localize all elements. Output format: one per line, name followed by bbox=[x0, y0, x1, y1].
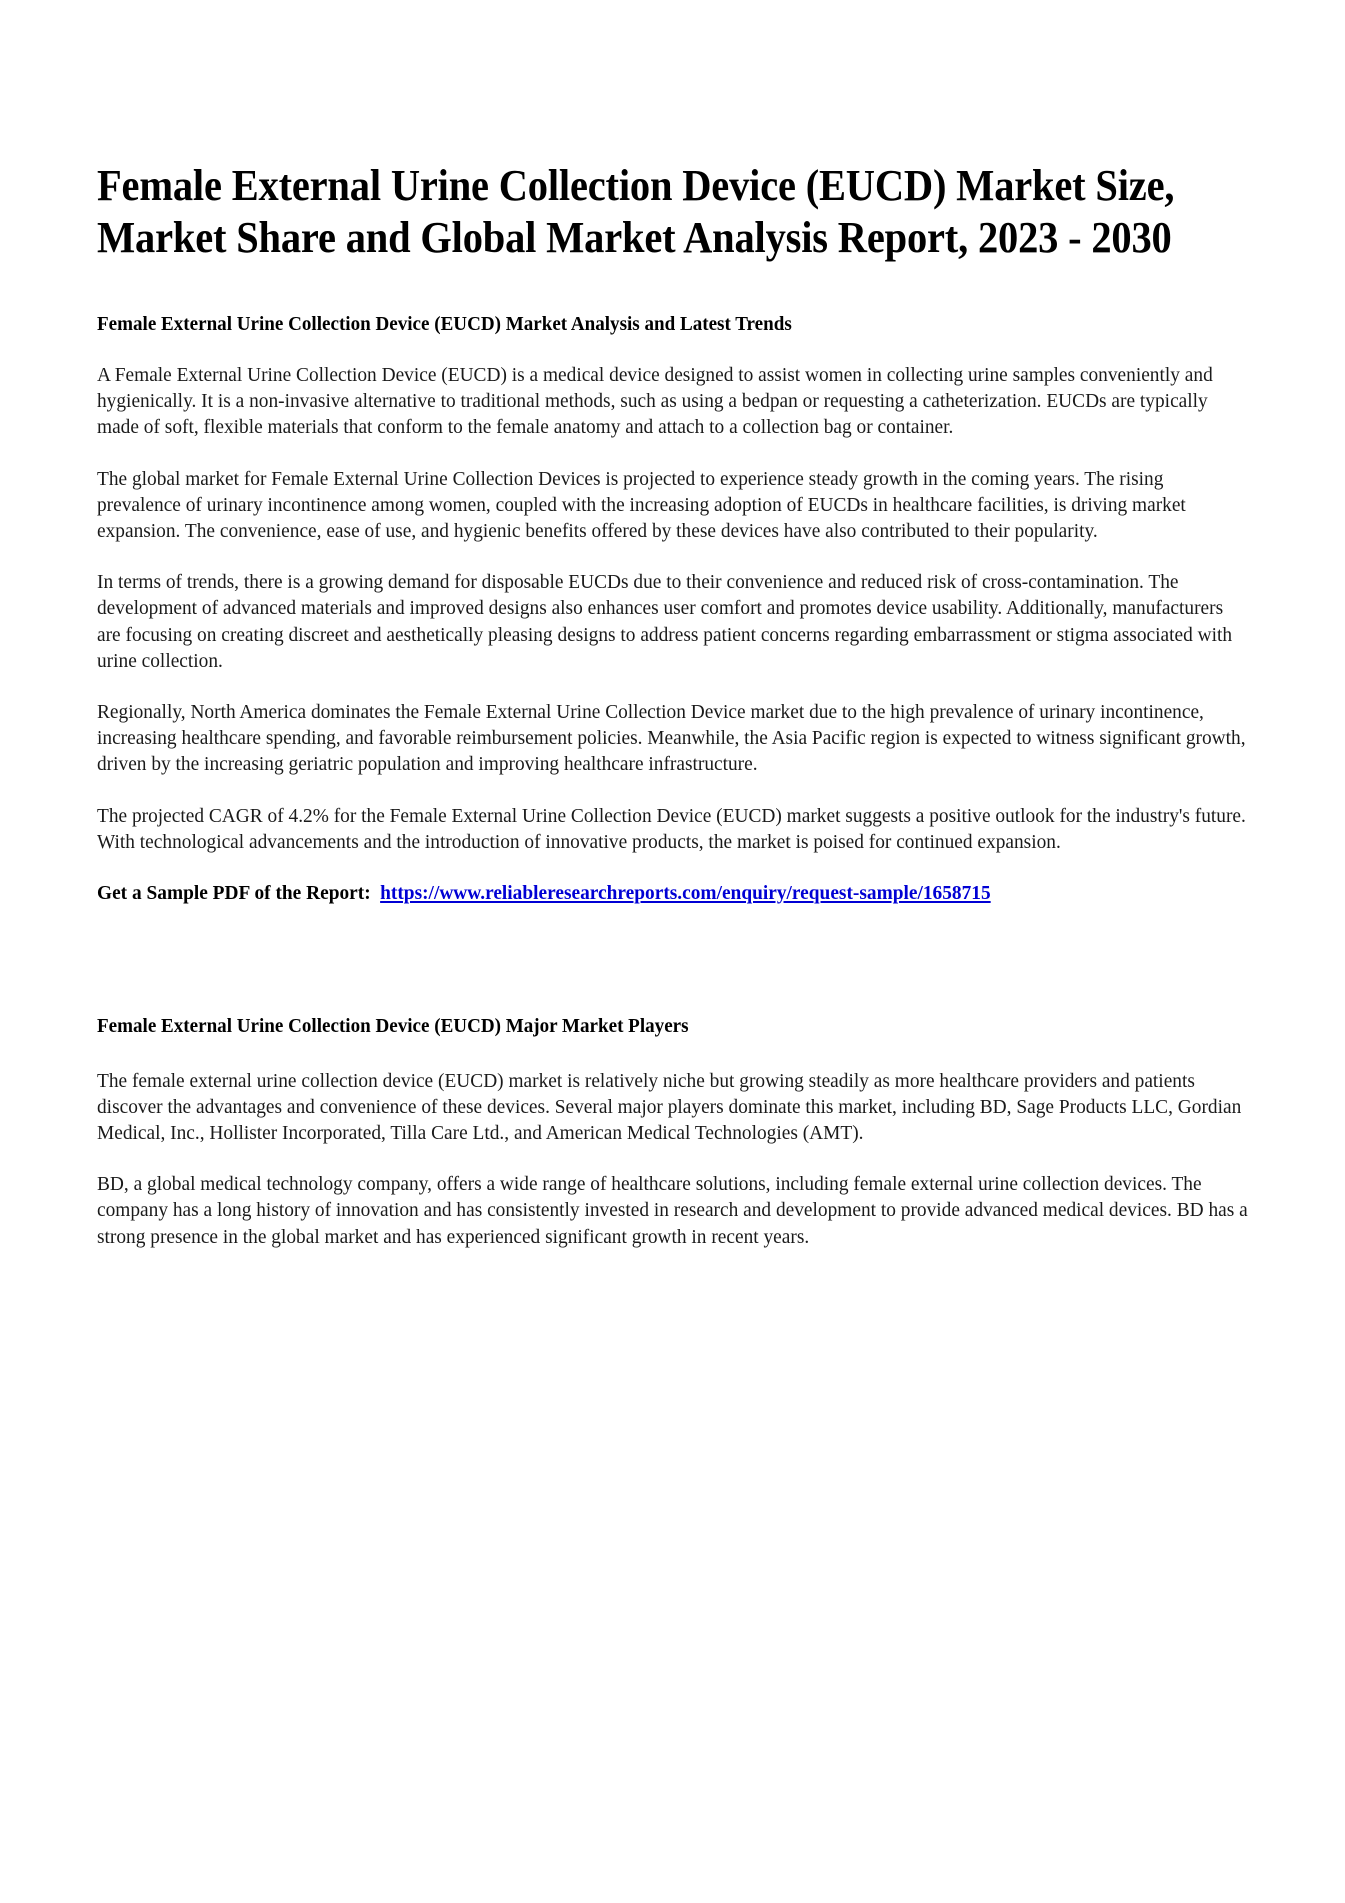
paragraph-definition: A Female External Urine Collection Device (EUCD) is a medical device designed to assist women in collecting urine samples conveniently and hygienically. It is a non-invasive alternative to traditional methods, such as using a bedpan or requesting a catheterization. EUCDs are typically made of soft, flexible materials that conform to the female anatomy and attach to a collection bag or container. bbox=[97, 364, 1218, 439]
sample-pdf-link[interactable]: https://www.reliableresearchreports.com/enquiry/request-sample/1658715 bbox=[380, 882, 991, 905]
paragraph-regional-analysis: Regionally, North America dominates the Female External Urine Collection Device market due to the high prevalence of urinary incontinence, increasing healthcare spending, and favorable reimbursement policies. Meanwhile, the Asia Pacific region is expected to witness significant growth, driven by the increasing geriatric population and improving healthcare infrastructure. bbox=[97, 701, 1251, 776]
sample-pdf-label: Get a Sample PDF of the Report: bbox=[97, 882, 371, 905]
paragraph-global-market-growth: The global market for Female External Urine Collection Devices is projected to experience steady growth in the coming years. The rising prevalence of urinary incontinence among women, coupled with the increasing adoption of EUCDs in healthcare facilities, is driving market expansion. The convenience, ease of use, and hygienic benefits offered by these devices have also contributed to their popularity. bbox=[97, 467, 1191, 543]
section-spacer bbox=[97, 908, 1248, 1012]
page-title: Female External Urine Collection Device (EUCD) Market Size, Market Share and Global Market Analysis Report, 2023 - 2030 bbox=[97, 161, 1175, 262]
section-heading-major-market-players: Female External Urine Collection Device (EUCD) Major Market Players bbox=[97, 1014, 689, 1037]
section-heading-market-analysis: Female External Urine Collection Device (EUCD) Market Analysis and Latest Trends bbox=[97, 313, 792, 335]
paragraph-bd-company: BD, a global medical technology company, offers a wide range of healthcare solutions, including female external urine collection devices. The company has a long history of innovation and has consistently invested in research and development to provide advanced medical devices. BD has a strong presence in the global market and has experienced significant growth in recent years. bbox=[97, 1173, 1253, 1248]
document-body bbox=[97, 160, 1253, 1250]
paragraph-market-players-overview: The female external urine collection device (EUCD) market is relatively niche but growing steadily as more healthcare providers and patients discover the advantages and convenience of these devices. Several major players dominate this market, including BD, Sage Products LLC, Gordian Medical, Inc., Hollister Incorporated, Tilla Care Ltd., and American Medical Technologies (AMT). bbox=[97, 1069, 1247, 1144]
paragraph-cagr-outlook: The projected CAGR of 4.2% for the Female External Urine Collection Device (EUCD) market suggests a positive outlook for the industry's future. With technological advancements and the introduction of innovative products, the market is poised for continued expansion. bbox=[97, 804, 1251, 853]
paragraph-trends: In terms of trends, there is a growing demand for disposable EUCDs due to their convenience and reduced risk of cross-contamination. The development of advanced materials and improved designs also enhances user comfort and promotes device usability. Additionally, manufacturers are focusing on creating discreet and aesthetically pleasing designs to address patient concerns regarding embarrassment or stigma associated with urine collection. bbox=[97, 571, 1237, 672]
sample-pdf-line bbox=[97, 880, 1248, 908]
